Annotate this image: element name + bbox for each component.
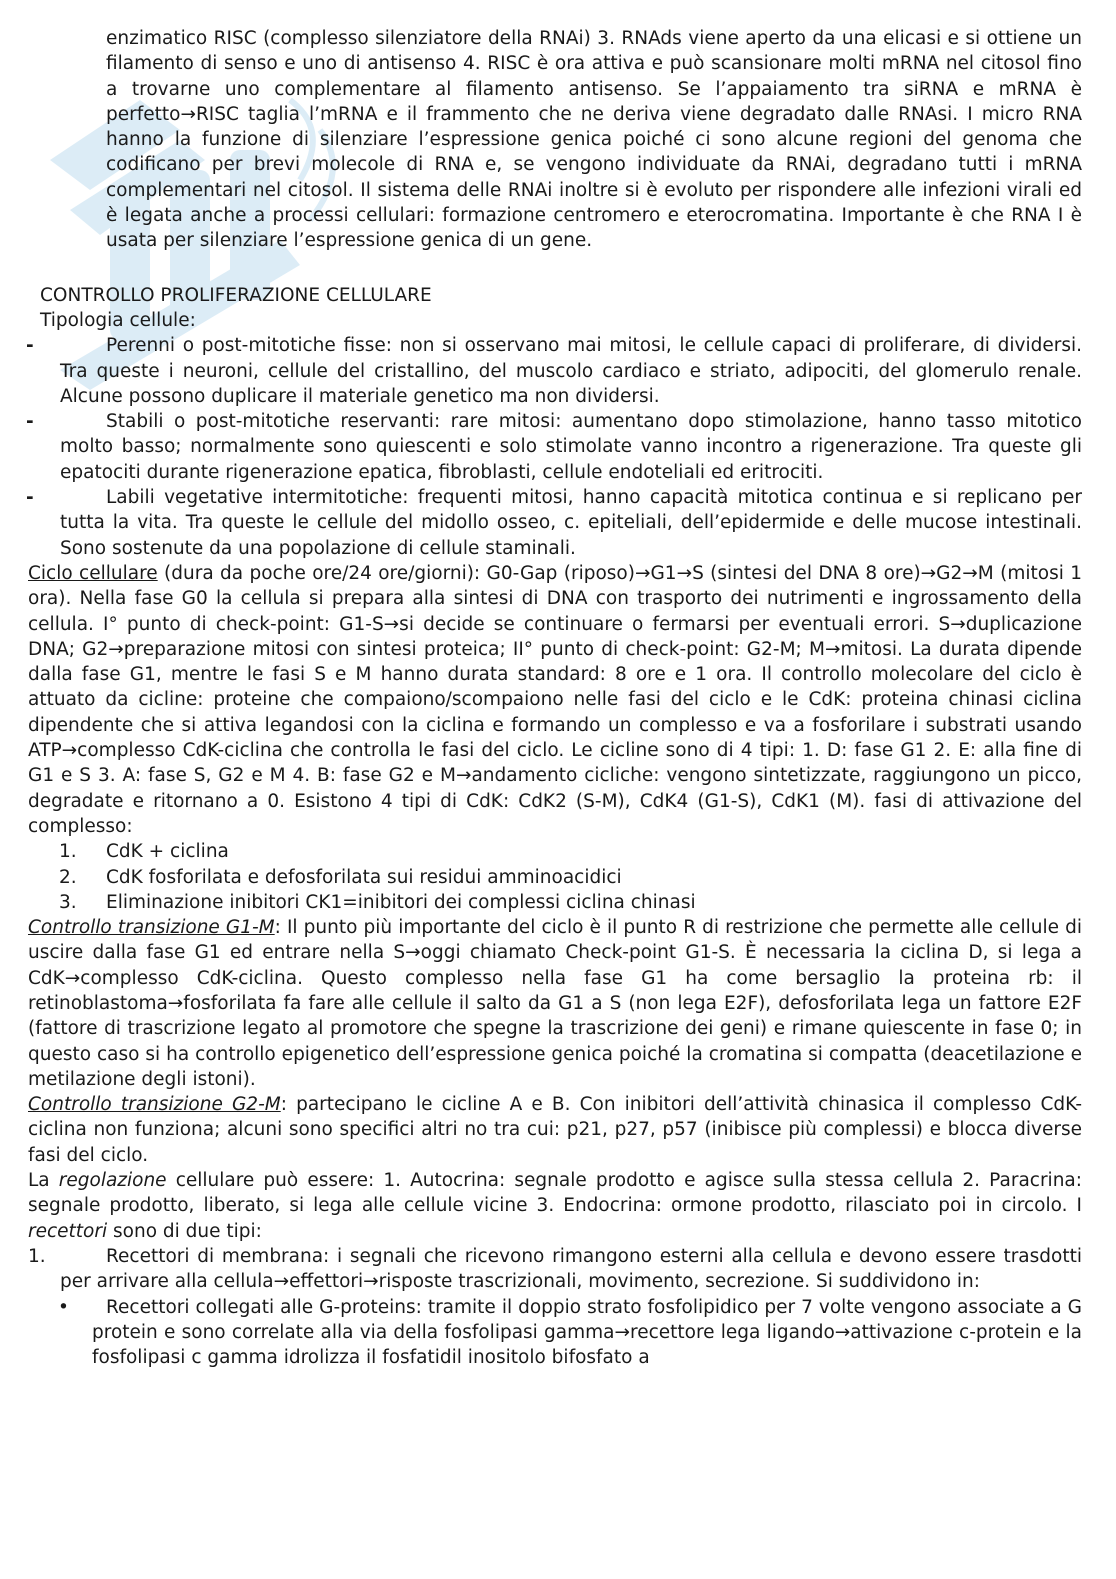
g2m-term: Controllo transizione G2-M [28,1094,281,1116]
list-item [0,1244,1082,1295]
regolazione-term: regolazione [58,1170,167,1192]
step-number: 1. [59,841,77,863]
ciclo-cellulare-paragraph [28,561,1082,839]
ciclo-text: (dura da poche ore/24 ore/giorni): G0-Gap (riposo)→G1→S (sintesi del DNA 8 ore)→G2→M (mitosi 1 ora). Nella fase G0 la cellula si prepara alla sintesi di DNA con trasporto dei nutrimenti e ingrossamento della cellula. I° punto di check-point: G1-S→si decide se continuare o fermarsi per eventuali errori. S→duplicazione DNA; G2→preparazione mitosi con sintesi proteica; II° punto di check-point: G2-M; M→mitosi. La durata dipende dalla fase G1, mentre le fasi S e M hanno durata standard: 8 ore e 1 ora. Il controllo molecolare del ciclo è attuato da cicline: proteine che compaiono/scompaiono nelle fasi del ciclo e le CdK: proteina chinasi ciclina dipendente che si attiva legandosi con la ciclina e formando un complesso e va a fosforilare i substrati usando ATP→complesso CdK-ciclina che controlla le fasi del ciclo. Le cicline sono di 4 tipi: 1. D: fase G1 2. E: alla fine di G1 e S 3. A: fase S, G2 e M 4. B: fase G2 e M→andamento cicliche: vengono sintetizzate, raggiungono un picco, degradate e ritornano a 0. Esistono 4 tipi di CdK: CdK2 (S-M), CdK4 (G1-S), CdK1 (M). fasi di attivazione del complesso: [28,562,1082,837]
activation-steps-list [0,839,1116,915]
list-item [0,409,1082,485]
list-item [0,333,1082,409]
receptors-list [0,1244,1082,1295]
g2m-paragraph [28,1092,1082,1168]
g1m-text: : Il punto più importante del ciclo è il punto R di restrizione che permette alle cellule di uscire dalla fase G1 ed entrare nella S→oggi chiamato Check-point G1-S. È necessaria la ciclina D, si lega a CdK→complesso CdK-ciclina. Questo complesso nella fase G1 ha come bersaglio la proteina rb: il retinoblastoma→fosforilata fa fare alle cellule il salto da G1 a S (non lega E2F), defosforilata lega un fattore E2F (fattore di trascrizione legato al promotore che spegne la trascrizione dei geni) e rimane quiescente in fase 0; in questo caso si ha controllo epigenetico dell’espressione genica poiché la cromatina si compatta (deacetilazione e metilazione degli istoni). [28,917,1083,1090]
g2m-text: : partecipano le cicline A e B. Con inibitori dell’attività chinasica il complesso CdK-ciclina non funziona; alcuni sono specifici altri no tra cui: p21, p27, p57 (inibisce più complessi) e blocca diverse fasi del ciclo. [28,1094,1083,1166]
list-item [0,865,1116,890]
section-subtitle: Tipologia cellule: [40,309,196,331]
cell-types-list [0,333,1082,561]
list-item [0,839,1116,864]
receptor-subtypes-list [0,1295,1082,1371]
regolazione-middle: cellulare può essere: 1. Autocrina: segnale prodotto e agisce sulla stessa cellula 2. Paracrina: segnale prodotto, liberato, si lega alle cellule vicine 3. Endocrina: ormone prodotto, rilasciato poi in circolo. I [28,1170,1082,1217]
list-item-text: Stabili o post-mitotiche reservanti: rare mitosi: aumentano dopo stimolazione, hanno tasso mitotico molto basso; normalmente sono quiescenti e solo stimolate vanno incontro a rigenerazione. Tra queste gli epatociti durante rigenerazione epatica, fibroblasti, cellule endoteliali ed eritrociti. [60,411,1082,483]
list-item [0,1295,1082,1371]
step-text: Eliminazione inibitori CK1=inibitori dei complessi ciclina chinasi [106,891,696,913]
list-item [0,485,1082,561]
step-number: 3. [59,891,77,913]
intro-paragraph: enzimatico RISC (complesso silenziatore della RNAi) 3. RNAds viene aperto da una elicasi e si ottiene un filamento di senso e uno di antisenso 4. RISC è ora attiva e può scansionare molti mRNA nel citosol fino a trovarne uno complementare al filamento antisenso. Se l’appaiamento tra siRNA e mRNA è perfetto→RISC taglia l’mRNA e il frammento che ne deriva viene degradato dalle RNAsi. I micro RNA hanno la funzione di silenziare l’espressione genica poiché ci sono alcune regioni del genoma che codificano per brevi molecole di RNA e, se vengono individuate da RNAi, degradano tutti i mRNA complementari nel citosol. Il sistema delle RNAi inoltre si è evoluto per rispondere alle infezioni virali ed è legata anche a processi cellulari: formazione centromero e eterocromatina. Importante è che RNA I è usata per silenziare l’espressione genica di un gene. [106,28,1082,252]
regolazione-after: sono di due tipi: [107,1220,262,1242]
step-text: CdK + ciclina [106,841,229,863]
list-item-text: Perenni o post-mitotiche fisse: non si osservano mai mitosi, le cellule capaci di proliferare, di dividersi. Tra queste i neuroni, cellule del cristallino, del muscolo cardiaco e striato, adipociti, del glomerulo renale. Alcune possono duplicare il materiale genetico ma non dividersi. [60,335,1082,407]
receptor-text: Recettori di membrana: i segnali che ricevono rimangono esterni alla cellula e devono essere trasdotti per arrivare alla cellula→effettori→risposte trascrizionali, movimento, secrezione. Si suddividono in: [60,1245,1082,1293]
list-item [0,890,1116,915]
g1m-paragraph [28,915,1082,1092]
section-title: CONTROLLO PROLIFERAZIONE CELLULARE [40,284,432,306]
subtype-text: Recettori collegati alle G-proteins: tramite il doppio strato fosfolipidico per 7 volte vengono associate a G protein e sono correlate alla via della fosfolipasi gamma→recettore lega ligando→attivazione c-protein e la fosfolipasi c gamma idrolizza il fosfatidil inositolo bifosfato a [92,1296,1082,1369]
step-text: CdK fosforilata e defosforilata sui residui amminoacidici [106,866,622,888]
regolazione-before: La [28,1170,59,1192]
g1m-term: Controllo transizione G1-M [28,917,275,939]
dash-marker: - [26,411,34,433]
list-item-text: Labili vegetative intermitotiche: frequenti mitosi, hanno capacità mitotica continua e si replicano per tutta la vita. Tra queste le cellule del midollo osseo, c. epiteliali, dell’epidermide e delle mucose intestinali. Sono sostenute da una popolazione di cellule staminali. [60,487,1082,559]
recettori-term: recettori [28,1220,108,1242]
regolazione-paragraph [28,1168,1082,1244]
bullet-marker: • [58,1296,69,1318]
step-number: 2. [59,866,77,888]
dash-marker: - [26,335,34,357]
ciclo-term: Ciclo cellulare [28,562,158,584]
receptor-number: 1. [28,1245,46,1267]
dash-marker: - [26,487,34,509]
